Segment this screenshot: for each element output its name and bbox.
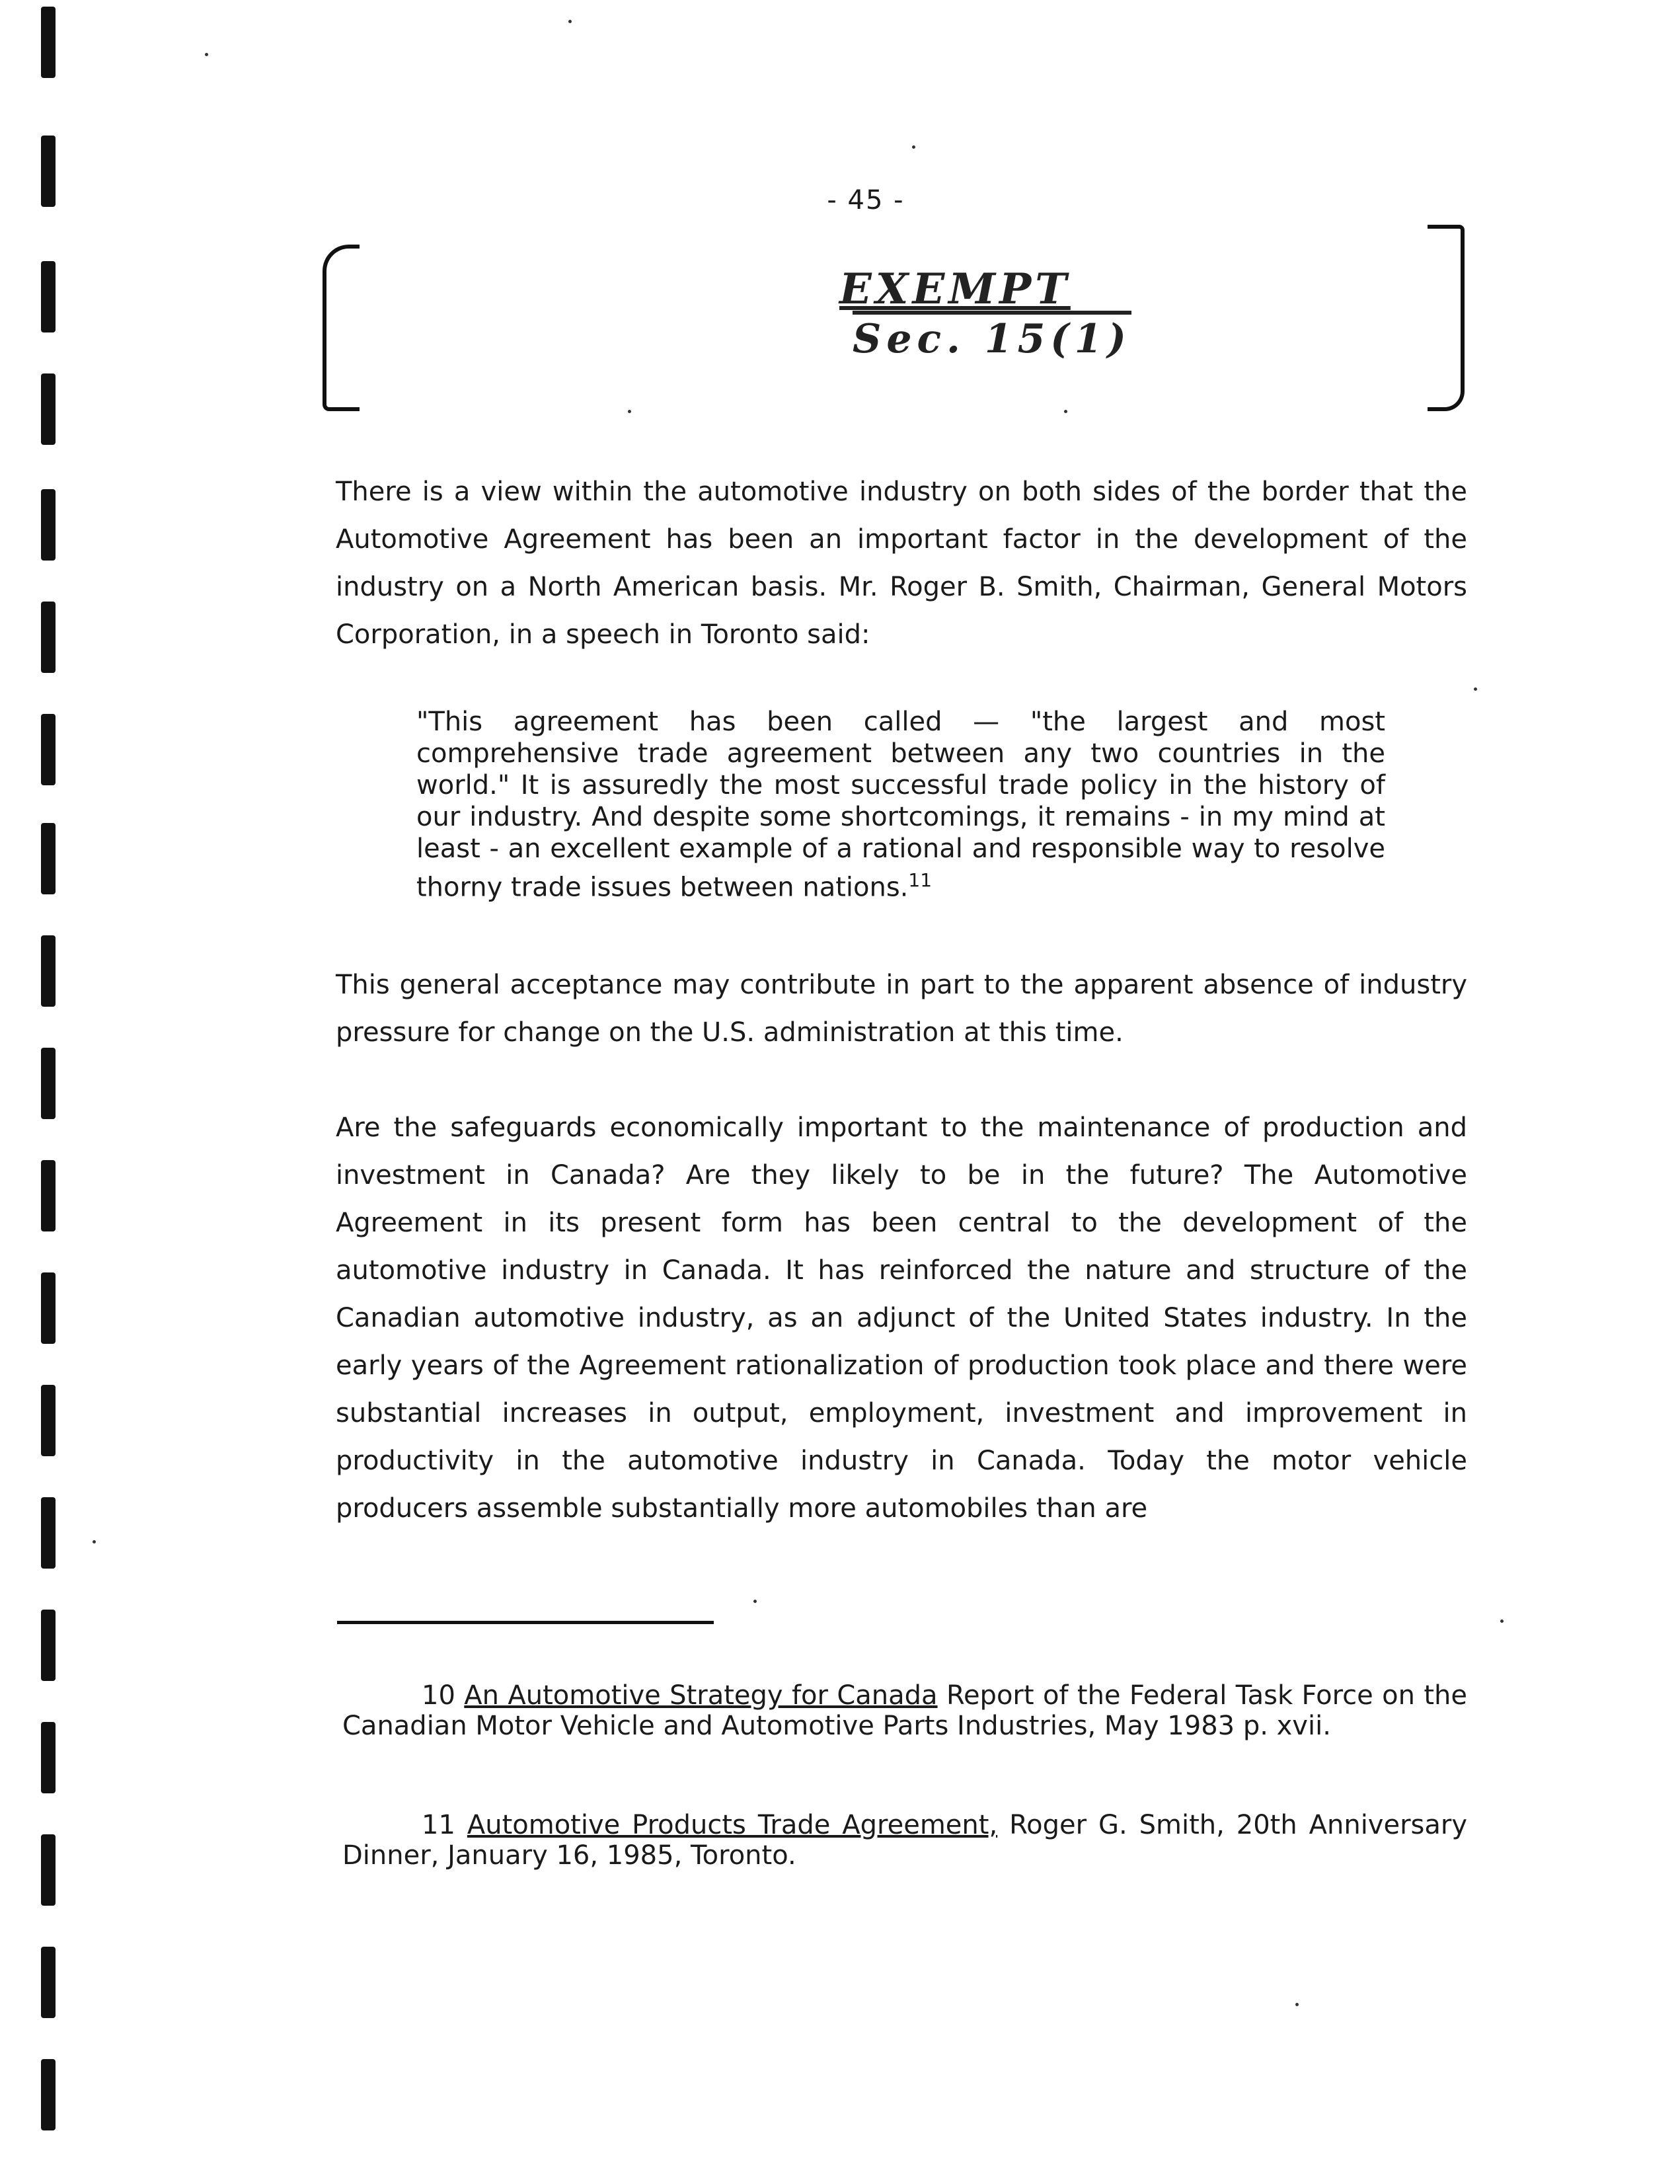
binder-mark xyxy=(41,823,56,894)
paragraph-2 xyxy=(336,961,1467,1056)
stamp-line-1: EXEMPT xyxy=(839,264,1071,314)
scan-speck xyxy=(93,1540,96,1543)
scan-speck xyxy=(1064,410,1067,413)
paragraph-text: This general acceptance may contribute in part to the apparent absence of industry pressure for change on the U.S. administration at this time. xyxy=(336,970,1467,1048)
left-bracket xyxy=(323,245,360,411)
paragraph-text: Are the safeguards economically important to the maintenance of production and investment in Canada? Are they likely to be in the future? The Automotive Agreement in its present form has been central to the development of the automotive industry in Canada. It has reinforced the nature and structure of the Canadian automotive industry, as an adjunct of the United States industry. In the early years of the Agreement rationalization of production took place and there were substantial increases in output, employment, investment and improvement in productivity in the automotive industry in Canada. Today the motor vehicle producers assemble substantially more automobiles than are xyxy=(336,1112,1467,1524)
scan-speck xyxy=(1474,687,1477,691)
binder-mark xyxy=(41,714,56,785)
exemption-stamp xyxy=(800,264,1143,370)
binder-mark xyxy=(41,602,56,673)
footnote-ref: 11 xyxy=(908,869,933,891)
binder-mark xyxy=(41,1610,56,1681)
binder-mark xyxy=(41,7,56,78)
page-number: - 45 - xyxy=(827,185,905,215)
footnote-number: 11 xyxy=(422,1810,455,1840)
footnote-source-title: An Automotive Strategy for Canada xyxy=(464,1680,938,1711)
binder-mark xyxy=(41,136,56,207)
binder-mark xyxy=(41,1947,56,2018)
binder-mark xyxy=(41,1160,56,1231)
block-quote xyxy=(416,706,1385,903)
scan-speck xyxy=(1295,2003,1299,2006)
paragraph-text: There is a view within the automotive industry on both sides of the border that the Automotive Agreement has been an important factor in the development of the industry on a North American basis. Mr. Roger B. Smith, Chairman, General Motors Corporation, in a speech in Toronto said: xyxy=(336,477,1467,650)
binder-mark xyxy=(41,1048,56,1119)
binder-mark xyxy=(41,2059,56,2130)
stamp-line-2: Sec. 15(1) xyxy=(853,311,1131,362)
footnote-separator xyxy=(337,1621,714,1624)
binder-mark xyxy=(41,261,56,332)
footnote-number: 10 xyxy=(422,1680,455,1711)
scan-speck xyxy=(205,53,208,56)
binder-mark xyxy=(41,1497,56,1569)
binder-mark xyxy=(41,935,56,1007)
scan-speck xyxy=(753,1600,757,1603)
scan-speck xyxy=(1500,1619,1504,1623)
quote-text: "This agreement has been called — "the largest and most comprehensive trade agreement between any two countries in the world." It is assuredly the most successful trade policy in the history of our industry. And despite some shortcomings, it remains - in my mind at least - an excellent example of a rational and responsible way to resolve thorny trade issues between nations. xyxy=(416,707,1385,903)
binder-mark xyxy=(41,1385,56,1456)
scan-speck xyxy=(628,410,631,413)
binder-mark xyxy=(41,489,56,561)
binder-mark xyxy=(41,1272,56,1344)
binder-mark xyxy=(41,1722,56,1793)
right-bracket xyxy=(1428,225,1465,411)
scan-speck xyxy=(912,145,915,149)
footnote-source-title: Automotive Products Trade Agreement, xyxy=(467,1810,998,1840)
paragraph-1 xyxy=(336,468,1467,658)
paragraph-3 xyxy=(336,1104,1467,1532)
scan-speck xyxy=(568,20,572,23)
footnote-text: Roger G. Smith, 20th Anniversary Dinner, January 16, 1985, Toronto. xyxy=(342,1810,1468,1871)
footnote-10 xyxy=(342,1680,1467,1741)
footnote-text: Report of the Federal Task Force on the Canadian Motor Vehicle and Automotive Parts Industries, May 1983 p. xvii. xyxy=(342,1680,1467,1741)
footnote-11 xyxy=(342,1810,1467,1871)
binder-mark xyxy=(41,1834,56,1906)
binder-mark xyxy=(41,373,56,445)
